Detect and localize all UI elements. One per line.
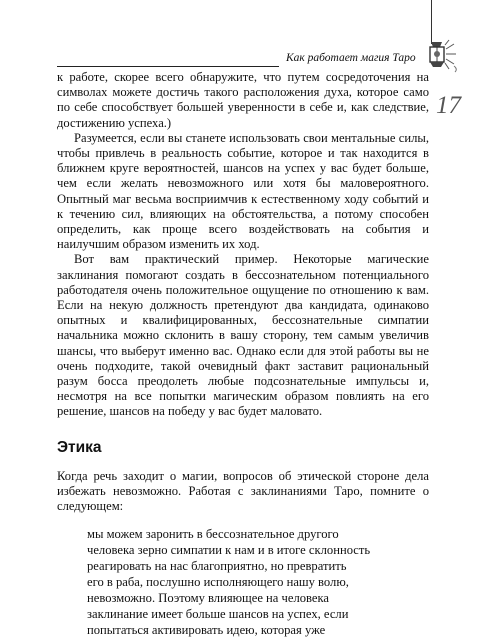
block-quote [87, 526, 429, 638]
quote-line: заклинание имеет больше шансов на успех, если [87, 607, 349, 622]
quote-line: человека зерно симпатии к нам и в итоге склонность [87, 543, 371, 558]
section-heading: Этика [57, 438, 102, 456]
paragraph: Разумеется, если вы станете использовать свои ментальные силы, чтобы привлечь в реальность событие, которое и так находится в ближнем круге вероятностей, шансов на успех у вас будет больше, чем если желать невозможного или хотя бы маловероятного. Опытный маг весьма восприимчив к естественному ходу событий и к течению сил, влияющих на обстоятельства, а потому способен определить, как проще всего воздействовать на события и наилучшим образом изменить их ход. [57, 130, 429, 252]
paragraph: Вот вам практический пример. Некоторые магические заклинания помогают создать в бессознательном потенциального работодателя очень положительное ощущение по отношению к вам. Если на некую должность претендуют два кандидата, одинаково опытных и квалифицированных, бессознательные симпатии начальника можно склонить в вашу сторону, тем самым увеличив шансы, что выберут именно вас. Однако если для этой работы вы не очень подходите, такой очевидный факт заставит рациональный разум босса преодолеть любые подсознательные импульсы и, несмотря на все попытки магическим образом повлиять на его решение, шансов на победу у вас будет маловато. [57, 252, 429, 419]
body-text [57, 70, 429, 638]
quote-line: мы можем заронить в бессознательное другого [87, 527, 339, 542]
section-paragraph: Когда речь заходит о магии, вопросов об этической стороне дела избежать невозможно. Работая с заклинаниями Таро, помните о следующем: [57, 468, 429, 514]
quote-line: попытаться активировать идею, которая уже [87, 623, 326, 638]
lantern-icon [424, 38, 466, 74]
running-head: Как работает магия Таро [286, 52, 416, 64]
quote-line: его в раба, послушно исполняющего нашу волю, [87, 575, 349, 590]
paragraph-continued: к работе, скорее всего обнаружите, что путем сосредоточения на символах можете достичь такого расположения духа, которое само по себе способствует большей уверенности в себе и, как следствие, достижению успеха.) [57, 70, 429, 130]
page-number: 17 [436, 92, 461, 119]
quote-line: реагировать на нас благоприятно, но превратить [87, 559, 347, 574]
header-rule [57, 66, 279, 67]
quote-line: невозможно. Поэтому влияющее на человека [87, 591, 330, 606]
